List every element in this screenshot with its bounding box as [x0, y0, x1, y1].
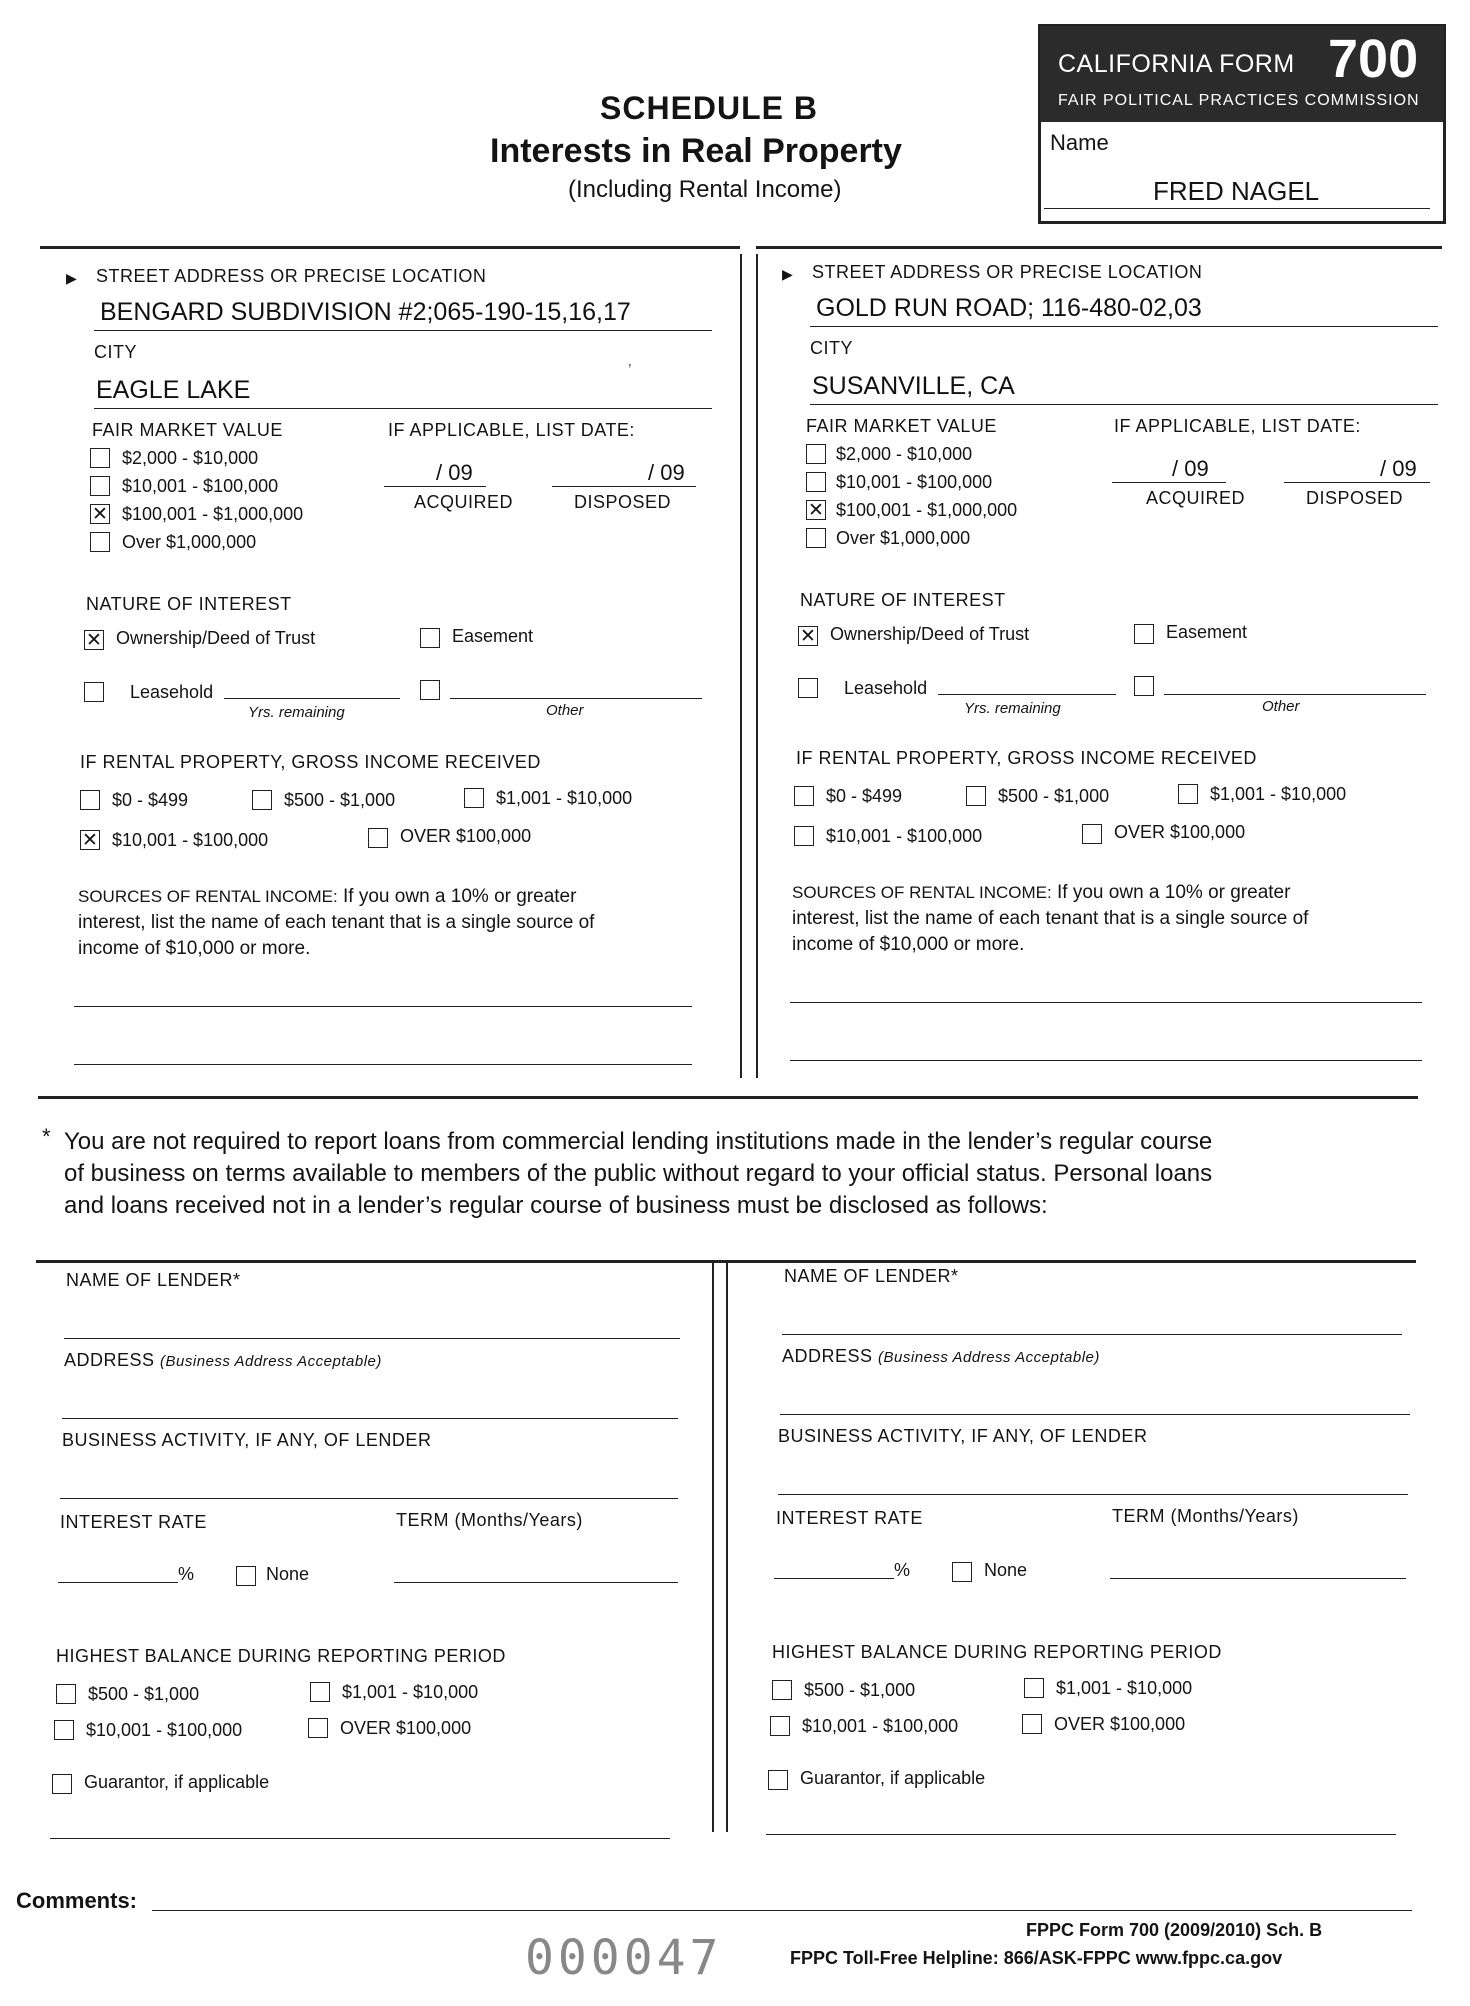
income-checkbox-5[interactable] — [1082, 824, 1102, 844]
fmv-option-1: $2,000 - $10,000 — [836, 444, 973, 464]
fmv-checkbox-2[interactable] — [806, 472, 826, 492]
street-label: STREET ADDRESS OR PRECISE LOCATION — [812, 262, 1203, 282]
balance-checkbox-4[interactable] — [308, 1718, 328, 1738]
none-label: None — [266, 1564, 310, 1584]
schedule-title: SCHEDULE B — [600, 90, 819, 126]
loan-divider-left — [712, 1262, 714, 1832]
guarantor-label: Guarantor, if applicable — [84, 1772, 270, 1792]
other-field[interactable] — [450, 698, 702, 699]
balance-checkbox-1[interactable] — [772, 1680, 792, 1700]
arrow-icon: ▶ — [782, 266, 793, 282]
fmv-checkbox-2[interactable] — [90, 476, 110, 496]
acquired-label: ACQUIRED — [1146, 488, 1246, 508]
commission-name: FAIR POLITICAL PRACTICES COMMISSION — [1058, 92, 1420, 109]
business-activity-field[interactable] — [778, 1494, 1408, 1495]
other-field[interactable] — [1164, 694, 1426, 695]
tenant-line-2[interactable] — [790, 1060, 1422, 1061]
page-serial-number: 000047 — [525, 1930, 723, 1986]
street-underline — [94, 330, 712, 331]
sources-text-line-1 — [792, 882, 1290, 904]
sources-text-1: If you own a 10% or greater — [1057, 882, 1291, 903]
acquired-date-field[interactable]: / 09 — [1172, 456, 1209, 481]
business-label: BUSINESS ACTIVITY, IF ANY, OF LENDER — [62, 1430, 432, 1450]
business-activity-field[interactable] — [60, 1498, 678, 1499]
leasehold-checkbox[interactable] — [84, 682, 104, 702]
other-checkbox[interactable] — [1134, 676, 1154, 696]
easement-checkbox[interactable] — [420, 628, 440, 648]
address-label-line — [64, 1350, 382, 1371]
balance-checkbox-3[interactable] — [54, 1720, 74, 1740]
city-label: CITY — [94, 342, 138, 362]
loan-divider-right — [726, 1262, 728, 1832]
ownership-checkbox[interactable]: ✕ — [798, 626, 818, 646]
arrow-icon: ▶ — [66, 270, 77, 286]
disposed-date-field[interactable]: / 09 — [648, 460, 685, 485]
footnote-star: * — [42, 1124, 51, 1149]
sources-text-1: If you own a 10% or greater — [343, 886, 577, 907]
loan-note-line-2: of business on terms available to members of the public without regard to your official status. Personal loans — [64, 1160, 1213, 1187]
form-label: CALIFORNIA FORM — [1058, 50, 1295, 78]
income-checkbox-2[interactable] — [252, 790, 272, 810]
easement-checkbox[interactable] — [1134, 624, 1154, 644]
city-field[interactable]: SUSANVILLE, CA — [812, 372, 1015, 400]
acquired-underline — [384, 486, 486, 487]
lender-label: NAME OF LENDER* — [784, 1266, 959, 1286]
acquired-underline — [1112, 482, 1226, 483]
disposed-underline — [1284, 482, 1430, 483]
balance-option-1: $500 - $1,000 — [88, 1684, 200, 1704]
nature-label: NATURE OF INTEREST — [800, 590, 1006, 610]
income-option-1: $0 - $499 — [112, 790, 189, 810]
fmv-checkbox-4[interactable] — [806, 528, 826, 548]
form-title: Interests in Real Property — [490, 132, 902, 170]
percent-sign: % — [894, 1560, 911, 1580]
disposed-date-field[interactable]: / 09 — [1380, 456, 1417, 481]
balance-checkbox-2[interactable] — [1024, 1678, 1044, 1698]
guarantor-field[interactable] — [766, 1834, 1396, 1835]
tenant-line-2[interactable] — [74, 1064, 692, 1065]
yrs-remaining-label: Yrs. remaining — [248, 704, 345, 721]
lender-address-field[interactable] — [780, 1414, 1410, 1415]
sources-label: SOURCES OF RENTAL INCOME: — [78, 887, 338, 906]
city-underline — [94, 408, 712, 409]
fmv-checkbox-3[interactable]: ✕ — [90, 504, 110, 524]
none-checkbox[interactable] — [952, 1562, 972, 1582]
street-underline — [810, 326, 1438, 327]
guarantor-checkbox[interactable] — [768, 1770, 788, 1790]
fmv-checkbox-1[interactable] — [90, 448, 110, 468]
section-rule-left — [40, 246, 740, 249]
address-label-line — [782, 1346, 1100, 1367]
list-date-label: IF APPLICABLE, LIST DATE: — [388, 420, 635, 440]
loan-note-line-3: and loans received not in a lender’s regular course of business must be disclosed as follows: — [64, 1192, 1048, 1219]
city-field[interactable]: EAGLE LAKE — [96, 376, 251, 404]
helpline: FPPC Toll-Free Helpline: 866/ASK-FPPC www.fppc.ca.gov — [790, 1948, 1283, 1968]
leasehold-label: Leasehold — [130, 682, 214, 702]
stray-mark: ’ — [628, 362, 632, 379]
disposed-label: DISPOSED — [574, 492, 672, 512]
balance-option-2: $1,001 - $10,000 — [342, 1682, 479, 1702]
yrs-remaining-label: Yrs. remaining — [964, 700, 1061, 717]
lender-address-field[interactable] — [62, 1418, 678, 1419]
income-checkbox-4[interactable] — [794, 826, 814, 846]
form-reference: FPPC Form 700 (2009/2010) Sch. B — [1026, 1920, 1323, 1940]
tenant-line-1[interactable] — [74, 1006, 692, 1007]
name-label: Name — [1050, 130, 1109, 155]
fmv-label: FAIR MARKET VALUE — [92, 420, 283, 440]
business-label: BUSINESS ACTIVITY, IF ANY, OF LENDER — [778, 1426, 1148, 1446]
income-checkbox-4[interactable]: ✕ — [80, 830, 100, 850]
section-separator — [38, 1096, 1418, 1099]
balance-checkbox-2[interactable] — [310, 1682, 330, 1702]
other-label: Other — [1262, 698, 1300, 715]
income-checkbox-2[interactable] — [966, 786, 986, 806]
ownership-label: Ownership/Deed of Trust — [116, 628, 316, 648]
ownership-checkbox[interactable]: ✕ — [84, 630, 104, 650]
income-option-2: $500 - $1,000 — [998, 786, 1110, 806]
sources-text-2: interest, list the name of each tenant that is a single source of — [78, 912, 595, 933]
leasehold-checkbox[interactable] — [798, 678, 818, 698]
column-divider-right — [756, 254, 758, 1078]
term-field[interactable] — [1110, 1578, 1406, 1579]
balance-checkbox-3[interactable] — [770, 1716, 790, 1736]
balance-checkbox-1[interactable] — [56, 1684, 76, 1704]
form-number: 700 — [1328, 29, 1419, 89]
sources-text-line-1 — [78, 886, 576, 908]
interest-rate-label: INTEREST RATE — [776, 1508, 923, 1528]
easement-label: Easement — [452, 626, 534, 646]
income-checkbox-5[interactable] — [368, 828, 388, 848]
term-label: TERM (Months/Years) — [396, 1510, 583, 1530]
interest-rate-field[interactable] — [58, 1582, 178, 1583]
interest-rate-label: INTEREST RATE — [60, 1512, 207, 1532]
income-checkbox-3[interactable] — [1178, 784, 1198, 804]
street-label: STREET ADDRESS OR PRECISE LOCATION — [96, 266, 487, 286]
none-label: None — [984, 1560, 1028, 1580]
income-option-2: $500 - $1,000 — [284, 790, 396, 810]
tenant-line-1[interactable] — [790, 1002, 1422, 1003]
lender-name-field[interactable] — [64, 1338, 680, 1339]
balance-option-3: $10,001 - $100,000 — [802, 1716, 959, 1736]
income-checkbox-1[interactable] — [80, 790, 100, 810]
form-subtitle: (Including Rental Income) — [568, 176, 842, 203]
disposed-label: DISPOSED — [1306, 488, 1404, 508]
fmv-checkbox-1[interactable] — [806, 444, 826, 464]
guarantor-checkbox[interactable] — [52, 1774, 72, 1794]
sources-text-2: interest, list the name of each tenant that is a single source of — [792, 908, 1309, 929]
lender-label: NAME OF LENDER* — [66, 1270, 241, 1290]
income-option-1: $0 - $499 — [826, 786, 903, 806]
yrs-remaining-field[interactable] — [224, 698, 400, 699]
income-option-3: $1,001 - $10,000 — [496, 788, 633, 808]
fmv-option-4: Over $1,000,000 — [122, 532, 257, 552]
fmv-option-2: $10,001 - $100,000 — [836, 472, 993, 492]
yrs-remaining-field[interactable] — [938, 694, 1116, 695]
balance-option-1: $500 - $1,000 — [804, 1680, 916, 1700]
address-note: (Business Address Acceptable) — [160, 1353, 382, 1370]
acquired-label: ACQUIRED — [414, 492, 514, 512]
name-field[interactable]: FRED NAGEL — [1153, 176, 1320, 206]
highest-balance-label: HIGHEST BALANCE DURING REPORTING PERIOD — [772, 1642, 1222, 1662]
fmv-checkbox-4[interactable] — [90, 532, 110, 552]
rental-gross-label: IF RENTAL PROPERTY, GROSS INCOME RECEIVED — [796, 748, 1257, 768]
rental-gross-label: IF RENTAL PROPERTY, GROSS INCOME RECEIVED — [80, 752, 541, 772]
income-option-3: $1,001 - $10,000 — [1210, 784, 1347, 804]
list-date-label: IF APPLICABLE, LIST DATE: — [1114, 416, 1361, 436]
sources-text-3: income of $10,000 or more. — [78, 938, 311, 959]
fmv-label: FAIR MARKET VALUE — [806, 416, 997, 436]
street-address-field[interactable]: GOLD RUN ROAD; 116-480-02,03 — [816, 294, 1202, 322]
lender-name-field[interactable] — [782, 1334, 1402, 1335]
balance-checkbox-4[interactable] — [1022, 1714, 1042, 1734]
income-checkbox-1[interactable] — [794, 786, 814, 806]
other-label: Other — [546, 702, 584, 719]
disposed-underline — [552, 486, 696, 487]
income-option-4: $10,001 - $100,000 — [112, 830, 269, 850]
section-rule-right — [756, 246, 1442, 249]
address-label: ADDRESS — [782, 1346, 873, 1366]
nature-label: NATURE OF INTEREST — [86, 594, 292, 614]
guarantor-label: Guarantor, if applicable — [800, 1768, 986, 1788]
balance-option-4: OVER $100,000 — [340, 1718, 472, 1738]
address-note: (Business Address Acceptable) — [878, 1349, 1100, 1366]
highest-balance-label: HIGHEST BALANCE DURING REPORTING PERIOD — [56, 1646, 506, 1666]
city-underline — [810, 404, 1438, 405]
percent-sign: % — [178, 1564, 195, 1584]
guarantor-field[interactable] — [50, 1838, 670, 1839]
acquired-date-field[interactable]: / 09 — [436, 460, 473, 485]
name-underline — [1044, 208, 1430, 209]
leasehold-label: Leasehold — [844, 678, 928, 698]
comments-label: Comments: — [16, 1888, 138, 1913]
address-label: ADDRESS — [64, 1350, 155, 1370]
income-option-5: OVER $100,000 — [400, 826, 532, 846]
fmv-option-3: $100,001 - $1,000,000 — [122, 504, 304, 524]
fmv-option-2: $10,001 - $100,000 — [122, 476, 279, 496]
term-label: TERM (Months/Years) — [1112, 1506, 1299, 1526]
interest-rate-field[interactable] — [774, 1578, 894, 1579]
income-checkbox-3[interactable] — [464, 788, 484, 808]
none-checkbox[interactable] — [236, 1566, 256, 1586]
sources-text-3: income of $10,000 or more. — [792, 934, 1025, 955]
balance-option-4: OVER $100,000 — [1054, 1714, 1186, 1734]
income-option-4: $10,001 - $100,000 — [826, 826, 983, 846]
fmv-option-1: $2,000 - $10,000 — [122, 448, 259, 468]
ownership-label: Ownership/Deed of Trust — [830, 624, 1030, 644]
balance-option-2: $1,001 - $10,000 — [1056, 1678, 1193, 1698]
other-checkbox[interactable] — [420, 680, 440, 700]
sources-label: SOURCES OF RENTAL INCOME: — [792, 883, 1052, 902]
city-label: CITY — [810, 338, 854, 358]
street-address-field[interactable]: BENGARD SUBDIVISION #2;065-190-15,16,17 — [100, 298, 631, 326]
balance-option-3: $10,001 - $100,000 — [86, 1720, 243, 1740]
easement-label: Easement — [1166, 622, 1248, 642]
fmv-option-3: $100,001 - $1,000,000 — [836, 500, 1018, 520]
column-divider-left — [740, 254, 742, 1078]
fmv-option-4: Over $1,000,000 — [836, 528, 971, 548]
fmv-checkbox-3[interactable]: ✕ — [806, 500, 826, 520]
loan-note-line-1: You are not required to report loans from commercial lending institutions made in the lender’s regular course — [64, 1128, 1213, 1155]
income-option-5: OVER $100,000 — [1114, 822, 1246, 842]
comments-field[interactable] — [152, 1910, 1412, 1911]
term-field[interactable] — [394, 1582, 678, 1583]
